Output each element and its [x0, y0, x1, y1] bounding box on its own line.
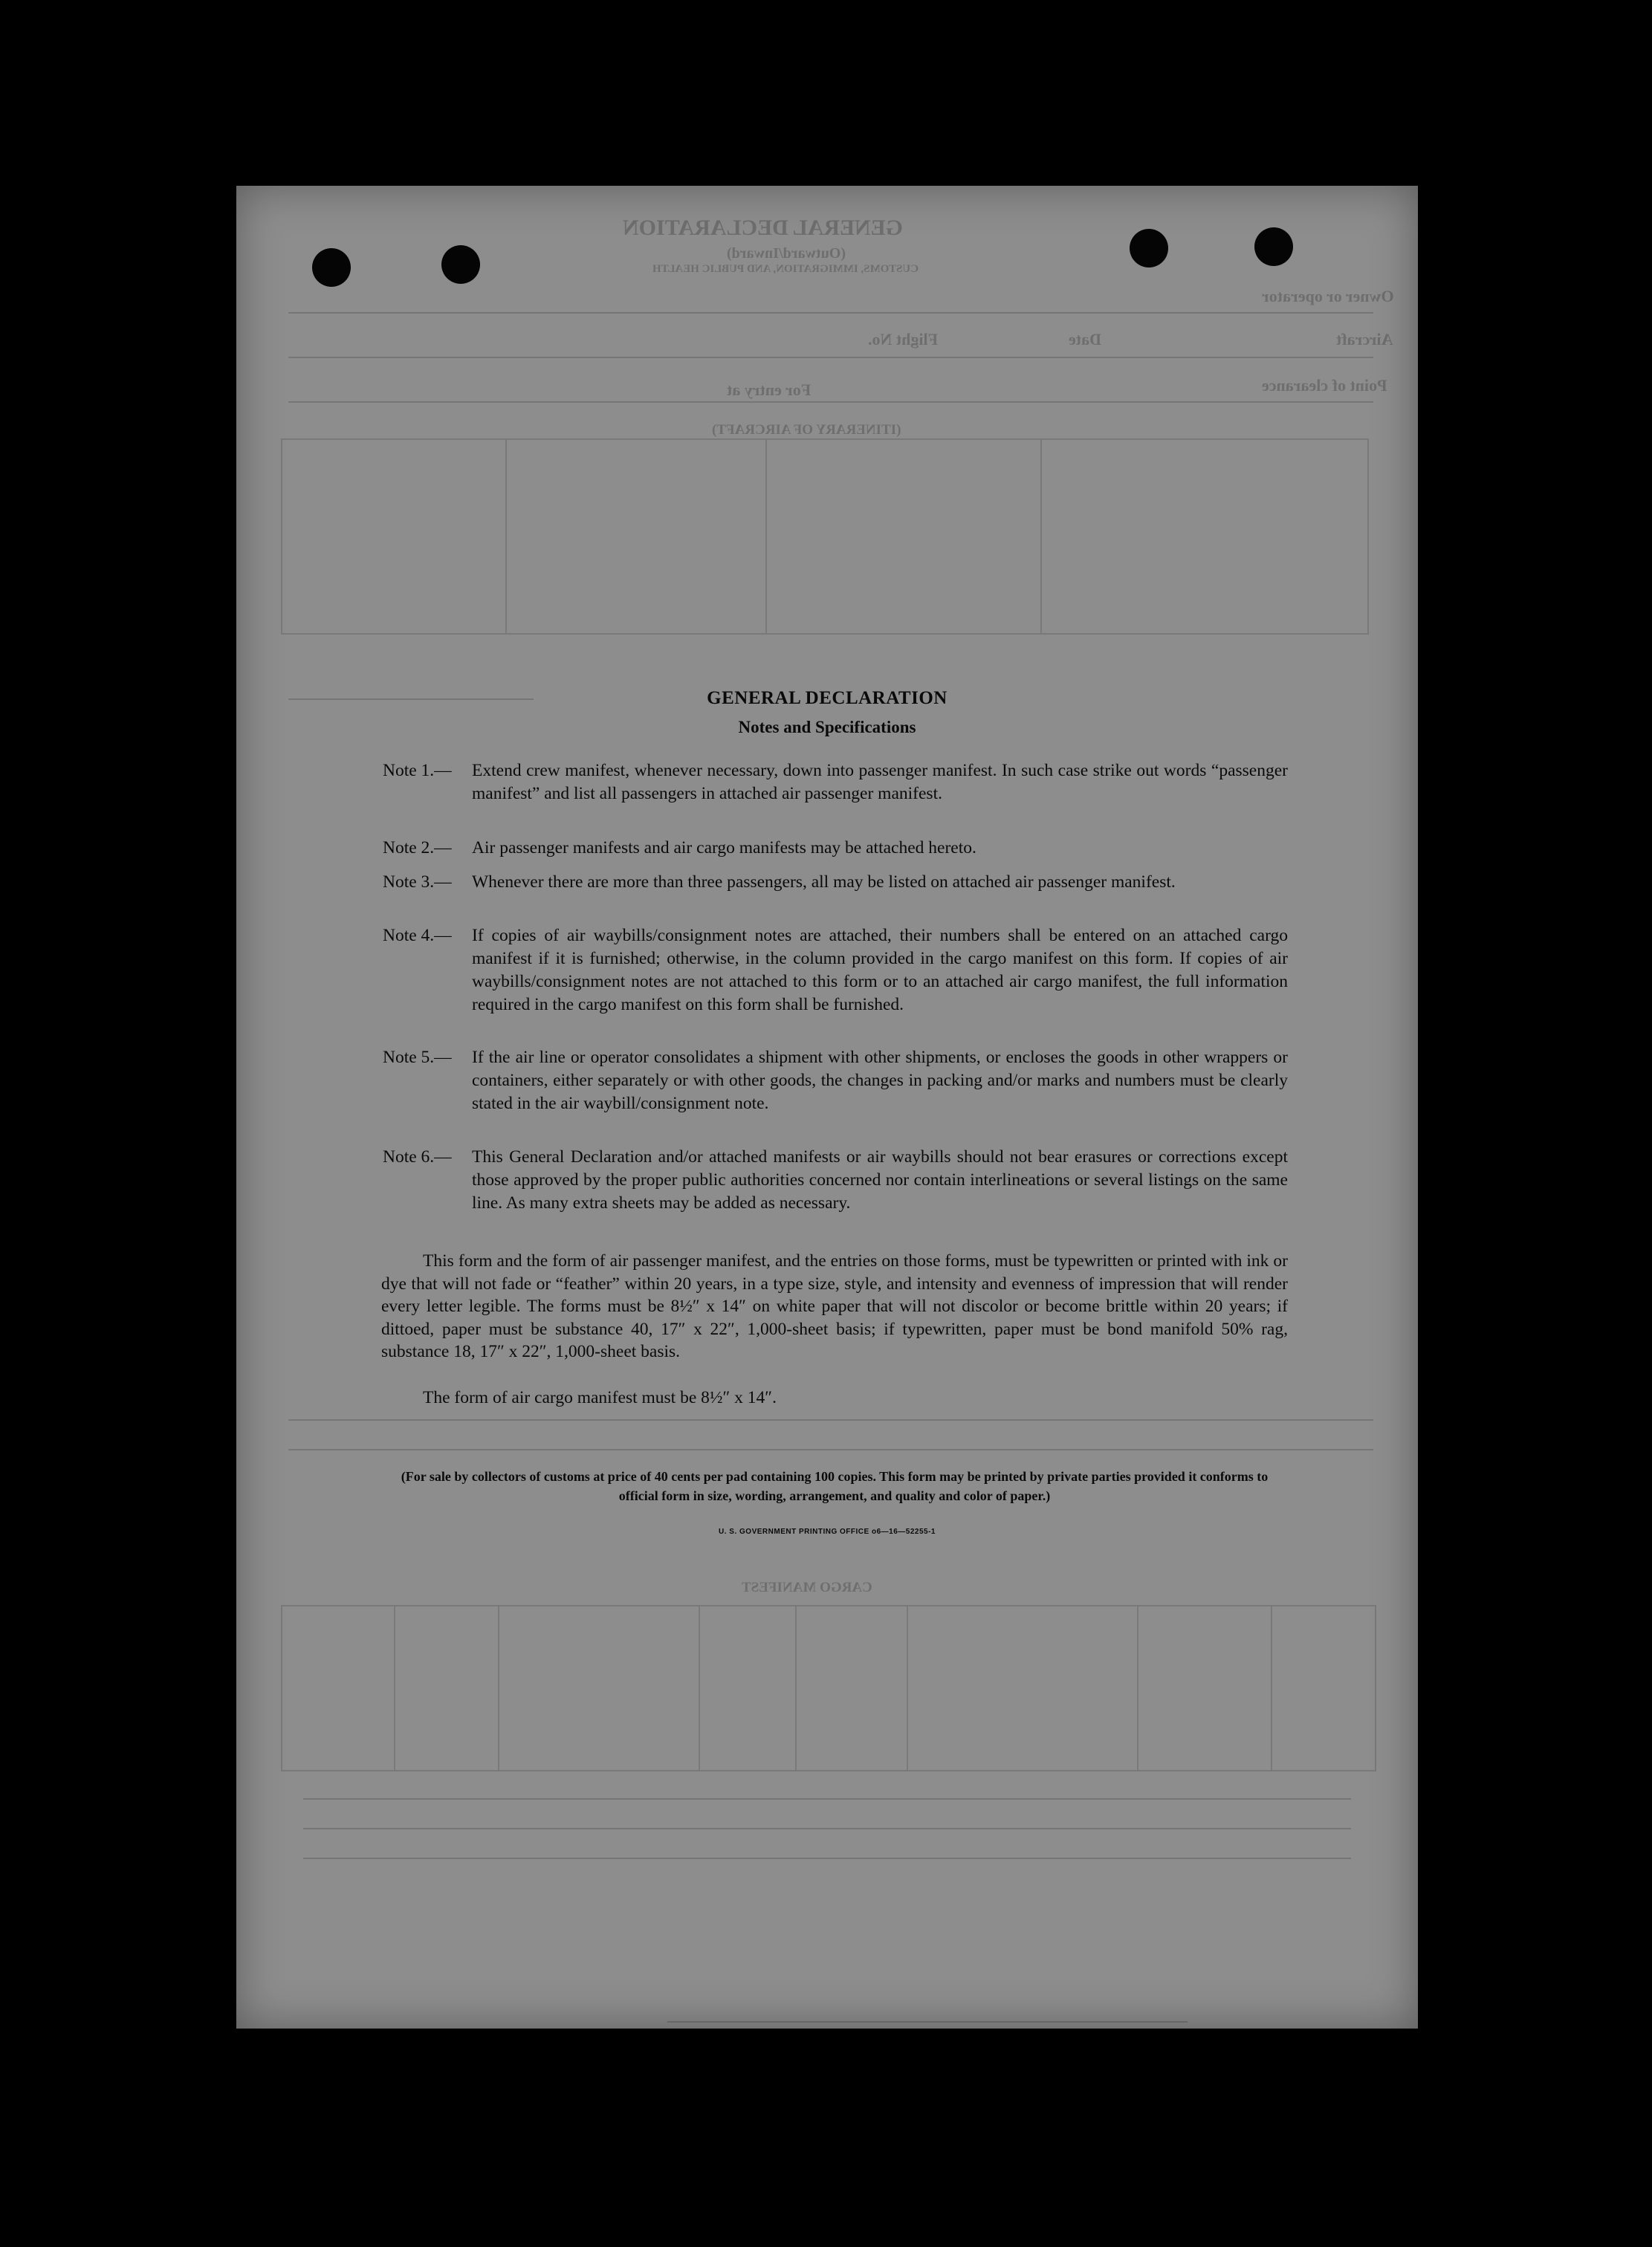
ghost-itinerary: (ITINERARY OF AIRCRAFT) [712, 422, 901, 438]
ghost-date: Date [1069, 330, 1101, 348]
note-text: If the air line or operator consolidates a shipment with other shipments, or encloses the goods in other wrappers or containers, either separately or with other goods, the changes in packing and/or marks and numbers must be clearly stated in the air waybill/consignment note. [472, 1048, 1288, 1113]
ghost-cargo-manifest: CARGO MANIFEST [742, 1580, 872, 1595]
note-label: Note 3.— [383, 872, 452, 892]
note-6 [381, 1146, 1288, 1215]
ghost-title: GENERAL DECLARATION [623, 215, 904, 240]
sale-note: (For sale by collectors of customs at price of 40 cents per pad containing 100 copies. This form may be printed by private parties provided it conforms to official form in size, wording, arrangement, and quality and color of paper.) [401, 1469, 1269, 1503]
note-2 [381, 837, 1288, 860]
note-3 [381, 871, 1288, 894]
ghost-flight: Flight No. [868, 330, 939, 348]
ghost-subtitle: (Outward/Inward) [727, 245, 846, 262]
note-label: Note 5.— [383, 1048, 452, 1067]
note-1 [381, 759, 1288, 805]
ghost-aircraft: Aircraft [1336, 330, 1393, 348]
ghost-agency: CUSTOMS, IMMIGRATION, AND PUBLIC HEALTH [652, 263, 919, 275]
document-title: GENERAL DECLARATION [707, 688, 948, 708]
ghost-entry: For entry at [727, 380, 812, 399]
note-text: If copies of air waybills/consignment notes are attached, their numbers shall be entered on an attached cargo manifest if it is furnished; otherwise, in the column provided in the cargo manifest on this form. If copies of air waybills/consignment notes are not attached to this form or to an attached air cargo manifest, the full information required in the cargo manifest on this form shall be furnished. [472, 926, 1288, 1014]
note-label: Note 1.— [383, 761, 452, 780]
note-text: This General Declaration and/or attached manifests or air waybills should not bear erasures or corrections except those approved by the proper public authorities concerned nor contain interlineations or several listings on the same line. As many extra sheets may be added as necessary. [472, 1147, 1288, 1213]
document-subtitle: Notes and Specifications [738, 718, 916, 736]
note-label: Note 2.— [383, 838, 452, 857]
specifications-paragraph: This form and the form of air passenger manifest, and the entries on those forms, must be typewritten or printed with ink or dye that will not fade or “feather” within 20 years, in a type size, style, and intensity and evenness of impression that will render every letter legible. The forms must be 8½″ x 14″ on white paper that will not discolor or become brittle within 20 years; if dittoed, paper must be substance 40, 17″ x 22″, 1,000-sheet basis; if typewritten, paper must be bond manifold 50% rag, substance 18, 17″ x 22″, 1,000-sheet basis. [381, 1251, 1288, 1361]
note-5 [381, 1046, 1288, 1115]
printing-office-imprint: U. S. GOVERNMENT PRINTING OFFICE o6—16—52255-1 [719, 1528, 936, 1536]
document-sheet [236, 186, 1418, 2029]
note-text: Air passenger manifests and air cargo manifests may be attached hereto. [472, 838, 976, 857]
ghost-owner: Owner or operator [1262, 287, 1394, 305]
note-text: Whenever there are more than three passengers, all may be listed on attached air passenger manifest. [472, 872, 1176, 892]
cargo-manifest-size: The form of air cargo manifest must be 8½″ x 14″. [423, 1388, 777, 1407]
note-4 [381, 924, 1288, 1016]
note-label: Note 4.— [383, 926, 452, 945]
note-text: Extend crew manifest, whenever necessary, down into passenger manifest. In such case strike out words “passenger manifest” and list all passengers in attached air passenger manifest. [472, 761, 1288, 803]
notes-content [236, 186, 1418, 2029]
ghost-clearance: Point of clearance [1262, 376, 1387, 395]
note-label: Note 6.— [383, 1147, 452, 1167]
